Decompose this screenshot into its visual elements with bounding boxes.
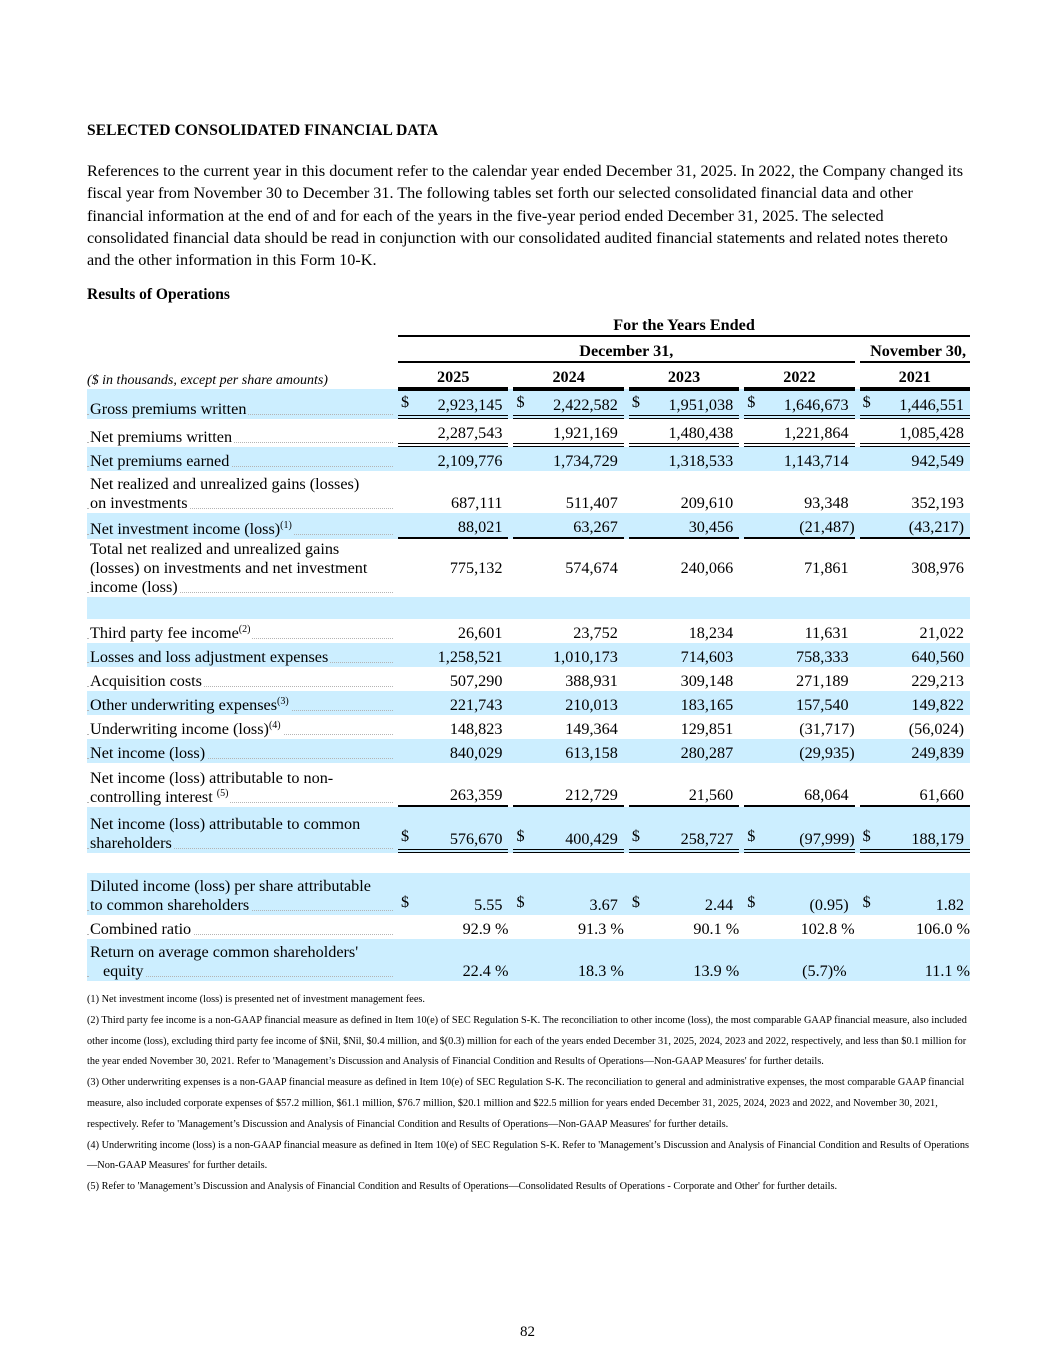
table-row-losses-and-lae: Losses and loss adjustment expenses 1,258,521 1,010,173 714,603 758,333 640,560 xyxy=(87,643,970,667)
table-row-net-realized-gains: Net realized and unrealized gains (losses) on investments 687,111 511,407 209,610 93,348 352,193 xyxy=(87,471,970,513)
year-2021: 2021 xyxy=(860,363,970,389)
table-spacer-row xyxy=(87,597,970,619)
units-note: ($ in thousands, except per share amounts) xyxy=(87,373,328,388)
results-of-operations-table xyxy=(87,311,970,981)
table-row-other-underwriting-expenses: Other underwriting expenses$^{(3)}$ 221,743 210,013 183,165 157,540 149,822 xyxy=(87,691,970,715)
year-2025: 2025 xyxy=(398,363,508,389)
footnote-1: (1) Net investment income (loss) is presented net of investment management fees. xyxy=(87,994,425,1005)
header-row-dates xyxy=(87,337,970,363)
table-row-total-net-realized-gains-and-income: Total net realized and unrealized gains (losses) on investments and net investment income (loss) 775,132 574,674 240,066 71,861 308,976 xyxy=(87,539,970,597)
table-row-return-on-equity: Return on average common shareholders' equity 22.4 % 18.3 % 13.9 % (5.7)% 11.1 % xyxy=(87,939,970,981)
footnotes xyxy=(87,990,970,1198)
table-spacer-row xyxy=(87,853,970,873)
table-row-net-income: Net income (loss) 840,029 613,158 280,287 (29,935) 249,839 xyxy=(87,739,970,763)
intro-paragraph: References to the current year in this document refer to the calendar year ended December 31, 2025. In 2022, the Company changed its fiscal year from November 30 to December 31. The following tables set forth our selected consolidated financial data and other financial information at the end of and for each of the years in the five-year period ended December 31, 2025. The selected consolidated financial data should be read in conjunction with our consolidated audited financial statements and related notes thereto and the other information in this Form 10-K. xyxy=(87,162,964,270)
table-row-acquisition-costs: Acquisition costs 507,290 388,931 309,148 271,189 229,213 xyxy=(87,667,970,691)
section-title: SELECTED CONSOLIDATED FINANCIAL DATA xyxy=(87,122,439,139)
footnote-4: (4) Underwriting income (loss) is a non-GAAP financial measure as defined in Item 10(e) of SEC Regulation S-K. Refer to 'Management’s Discussion and Analysis of Financial Condition and Results of Operations—Non-GAAP Measures' for further details. xyxy=(87,1139,969,1172)
table-row-combined-ratio: Combined ratio 92.9 % 91.3 % 90.1 % 102.8 % 106.0 % xyxy=(87,915,970,939)
footnote-3: (3) Other underwriting expenses is a non-GAAP financial measure as defined in Item 10(e) of SEC Regulation S-K. The reconciliation to general and administrative expenses, the most comparable GAAP financial measure, also included corporate expenses of $57.2 million, $61.1 million, $76.7 million, $20.1 million and $22.5 million for years ended December 31, 2025, 2024, 2023 and 2022, and November 30, 2021, respectively. Refer to 'Management’s Discussion and Analysis of Financial Condition and Results of Operations—Non-GAAP Measures' for further details. xyxy=(87,1077,965,1130)
header-for-years-ended: For the Years Ended xyxy=(398,311,970,337)
year-2023: 2023 xyxy=(629,363,739,389)
year-2022: 2022 xyxy=(744,363,854,389)
header-december-31: December 31, xyxy=(398,337,855,363)
page-number: 82 xyxy=(520,1324,535,1340)
table-row-nci: Net income (loss) attributable to non- controlling interest $^{(5)}$ 263,359 212,729 21,560 68,064 61,660 xyxy=(87,763,970,807)
year-2024: 2024 xyxy=(513,363,623,389)
header-row-period xyxy=(87,311,970,337)
footnote-2: (2) Third party fee income is a non-GAAP financial measure as defined in Item 10(e) of SEC Regulation S-K. The reconciliation to other income (loss), the most comparable GAAP financial measure, also included other income (loss), excluding third party fee income of $Nil, $Nil, $0.4 million, and $(0.3) million for each of the years ended December 31, 2025, 2024, 2023 and 2022, respectively, and less than $0.1 million for the year ended November 30, 2021. Refer to 'Management’s Discussion and Analysis of Financial Condition and Results of Operations—Non-GAAP Measures' for further details. xyxy=(87,1014,967,1068)
header-november-30: November 30, xyxy=(860,337,970,363)
header-row-years xyxy=(87,363,970,389)
table-row-diluted-eps: Diluted income (loss) per share attributable to common shareholders $ 5.55 $ 3.67 $ 2.44 $ (0.95) $ 1.82 xyxy=(87,873,970,915)
table-row-net-premiums-written: Net premiums written 2,287,543 1,921,169 1,480,438 1,221,864 1,085,428 xyxy=(87,419,970,447)
subsection-title: Results of Operations xyxy=(87,286,230,303)
table-row-third-party-fee-income: Third party fee income$^{(2)}$ 26,601 23,752 18,234 11,631 21,022 xyxy=(87,619,970,643)
footnote-5: (5) Refer to 'Management’s Discussion and Analysis of Financial Condition and Results of Operations—Consolidated Results of Operations - Corporate and Other' for further details. xyxy=(87,1181,838,1193)
table-row-net-premiums-earned: Net premiums earned 2,109,776 1,734,729 1,318,533 1,143,714 942,549 xyxy=(87,447,970,471)
table-row-net-income-common: Net income (loss) attributable to common shareholders $ 576,670 $ 400,429 $ 258,727 $ (97,999) $ 188,179 xyxy=(87,807,970,853)
table-row-gross-premiums-written: Gross premiums written $ 2,923,145 $ 2,422,582 $ 1,951,038 $ 1,646,673 $ 1,446,551 xyxy=(87,389,970,419)
table-row-net-investment-income: Net investment income (loss)$^{(1)}$ 88,021 63,267 30,456 (21,487) (43,217) xyxy=(87,513,970,539)
table-row-underwriting-income: Underwriting income (loss)$^{(4)}$ 148,823 149,364 129,851 (31,717) (56,024) xyxy=(87,715,970,739)
